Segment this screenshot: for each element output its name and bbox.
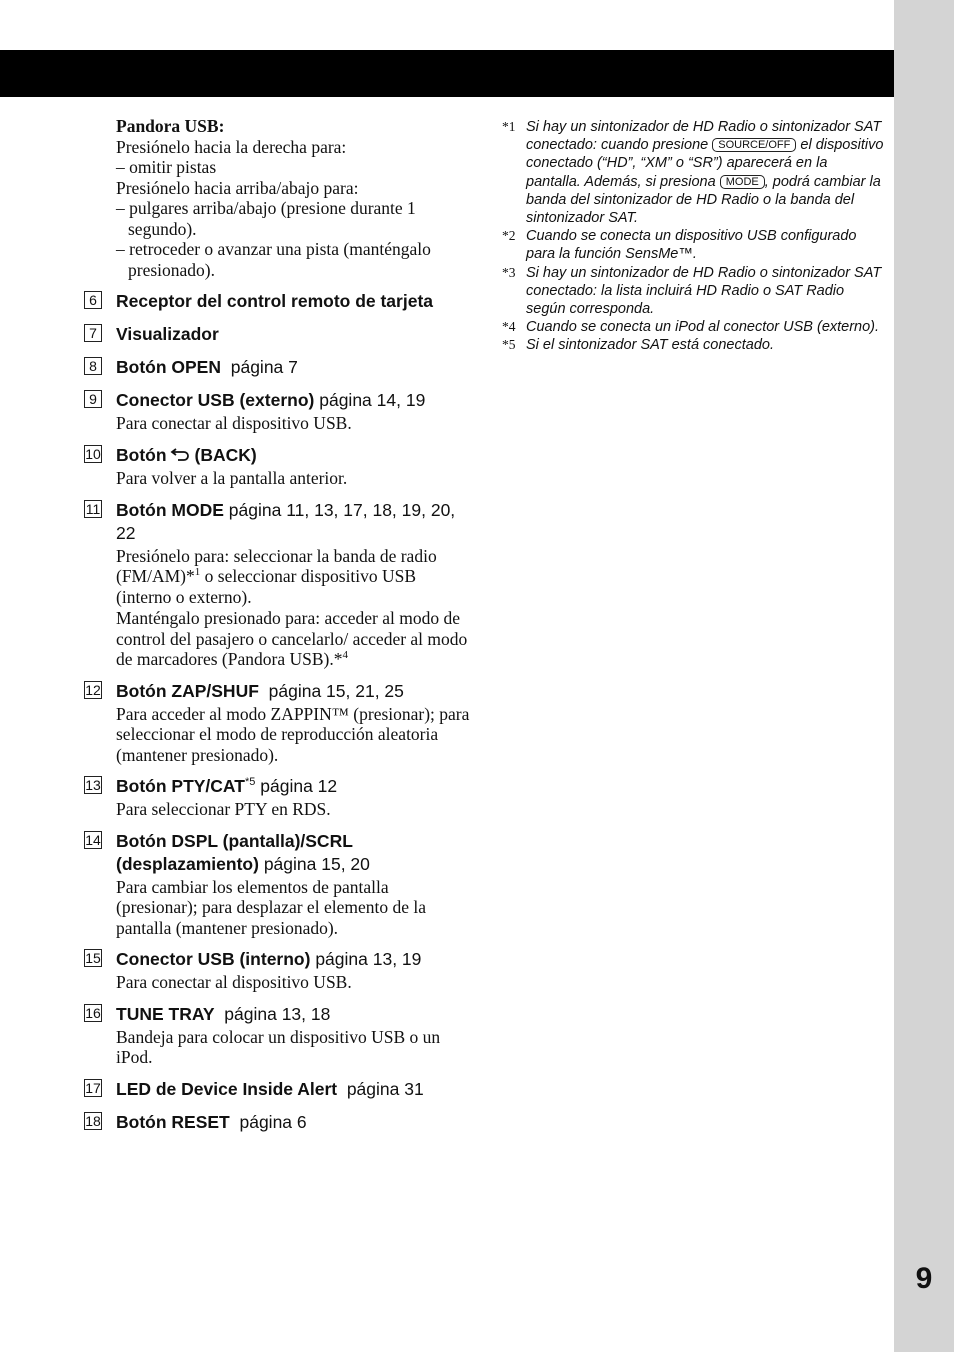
item-number: 9 [84, 390, 102, 408]
item-description [116, 546, 474, 608]
footnote-text: Si hay un sintonizador de HD Radio o sintonizador SAT conectado: la lista incluirá HD Radio o SAT Radio según corresponda. [526, 264, 882, 318]
item-description: Bandeja para colocar un dispositivo USB o un iPod. [116, 1026, 441, 1068]
footnote-mark: *2 [502, 228, 516, 244]
item-label: LED de Device Inside Alert [116, 1078, 338, 1099]
page-sidebar-tab [894, 0, 954, 1352]
footnote-text: , podrá cambiar la banda del sintonizador de HD Radio o la banda del sintonizador SAT. [526, 173, 881, 227]
item-14 [84, 830, 474, 939]
page-reference: página 6 [239, 1111, 307, 1132]
item-7 [84, 323, 474, 346]
page-reference: página 12 [260, 776, 338, 797]
footnote-text: el dispositivo conectado (“HD”, “XM” o “SR”) aparecerá en la pantalla. Además, si presiona [526, 137, 884, 190]
footnote-text: Cuando se conecta un dispositivo USB configurado para la función SensMe™. [526, 228, 857, 263]
item-number: 10 [85, 445, 101, 462]
desc-text: o seleccionar dispositivo USB (interno o externo). [116, 566, 417, 607]
footnote-text: Si el sintonizador SAT está conectado. [526, 337, 774, 354]
item-label: Visualizador [116, 324, 219, 344]
footnote-mark: *3 [502, 264, 516, 280]
item-number: 12 [85, 681, 101, 698]
item-9 [84, 389, 474, 434]
desc-text: Presiónelo para: seleccionar la banda de radio (FM/AM)* [116, 545, 437, 587]
footnote-ref: *5 [244, 776, 256, 789]
item-13 [84, 775, 474, 820]
left-column [84, 116, 474, 1134]
page-reference: página 7 [230, 357, 298, 377]
footnote-2 [502, 227, 884, 263]
item-17 [84, 1078, 474, 1101]
item-11 [84, 499, 474, 670]
item-description: Para seleccionar PTY en RDS. [116, 799, 331, 820]
item-label: Conector USB (externo) [116, 390, 315, 410]
item-label: Receptor del control remoto de tarjeta [116, 291, 434, 311]
item-12 [84, 680, 474, 766]
page-reference: página 11, 13, 17, 18, 19, 20, 22 [116, 499, 456, 543]
item-description [116, 608, 474, 670]
item-15 [84, 948, 474, 993]
item-8 [84, 356, 474, 379]
page-reference: página 14, 19 [319, 390, 426, 410]
footnote-text: Cuando se conecta un iPod al conector USB (externo). [526, 319, 880, 336]
footnote-3 [502, 264, 884, 319]
item-label: TUNE TRAY [116, 1003, 215, 1024]
item-number: 11 [85, 500, 101, 517]
item-label: Botón [116, 444, 167, 465]
mode-key-icon: MODE [720, 175, 765, 189]
item-label: Botón DSPL (pantalla)/SCRL (desplazamiento) [116, 830, 353, 874]
item-10 [84, 444, 474, 489]
item-number: 18 [85, 1112, 101, 1129]
item-label: Botón ZAP/SHUF [116, 680, 259, 701]
pandora-dash-line: – retroceder o avanzar una pista (manténgalo presionado). [116, 239, 431, 280]
page-reference: página 31 [346, 1078, 424, 1099]
item-label: Botón PTY/CAT [116, 776, 245, 797]
pandora-line: – omitir pistas [116, 157, 217, 177]
item-description: Para cambiar los elementos de pantalla (presionar); para desplazar el elemento de la pantalla (mantener presionado). [116, 876, 426, 938]
item-label-suffix: (BACK) [194, 444, 257, 465]
footnote-mark: *4 [502, 319, 516, 335]
pandora-line: Presiónelo hacia la derecha para: [116, 136, 347, 157]
item-number: 6 [84, 291, 102, 309]
back-arrow-icon [170, 444, 192, 467]
footnote-mark: *5 [502, 337, 516, 353]
item-number: 7 [84, 324, 102, 342]
item-16 [84, 1003, 474, 1068]
source-off-key-icon: SOURCE/OFF [712, 138, 796, 152]
item-label: Botón OPEN [116, 357, 221, 377]
page-reference: página 13, 18 [224, 1003, 331, 1024]
page-reference: página 15, 21, 25 [268, 680, 404, 701]
item-label: Conector USB (interno) [116, 949, 311, 970]
item-description: Para volver a la pantalla anterior. [116, 468, 348, 489]
footnote-4 [502, 318, 884, 336]
pandora-line: Presiónelo hacia arriba/abajo para: [116, 177, 359, 198]
footnote-ref: 4 [342, 649, 348, 662]
item-18 [84, 1111, 474, 1134]
footnote-5 [502, 336, 884, 354]
pandora-title: Pandora USB: [116, 116, 225, 136]
footnote-1 [502, 118, 884, 227]
item-description: Para conectar al dispositivo USB. [116, 972, 352, 993]
page-reference: página 15, 20 [263, 853, 370, 874]
pandora-dash-line: – pulgares arriba/abajo (presione durante 1 segundo). [116, 198, 416, 239]
page-number: 9 [915, 1262, 933, 1295]
footnote-mark: *1 [502, 119, 516, 134]
page-reference: página 13, 19 [315, 949, 422, 970]
item-6 [84, 290, 474, 313]
item-number: 8 [84, 357, 102, 375]
item-number: 16 [85, 1004, 101, 1021]
item-label: Botón RESET [116, 1111, 230, 1132]
desc-text: Manténgalo presionado para: acceder al modo de control del pasajero o cancelarlo/ acceder al modo de marcadores (Pandora USB).* [116, 608, 468, 670]
header-bar [0, 50, 894, 97]
footnote-ref: 1 [194, 566, 201, 579]
item-number: 15 [85, 950, 101, 967]
item-number: 17 [85, 1079, 101, 1096]
footnote-text: Si hay un sintonizador de HD Radio o sintonizador SAT conectado: cuando presione [526, 119, 882, 154]
item-number: 14 [85, 831, 101, 848]
item-label: Botón MODE [116, 499, 224, 520]
item-number: 13 [85, 777, 101, 794]
item-description: Para conectar al dispositivo USB. [116, 413, 352, 433]
pandora-usb-block [116, 116, 474, 280]
footnotes-column [502, 118, 884, 355]
item-description: Para acceder al modo ZAPPIN™ (presionar); para seleccionar el modo de reproducción aleatoria (mantener presionado). [116, 703, 470, 765]
